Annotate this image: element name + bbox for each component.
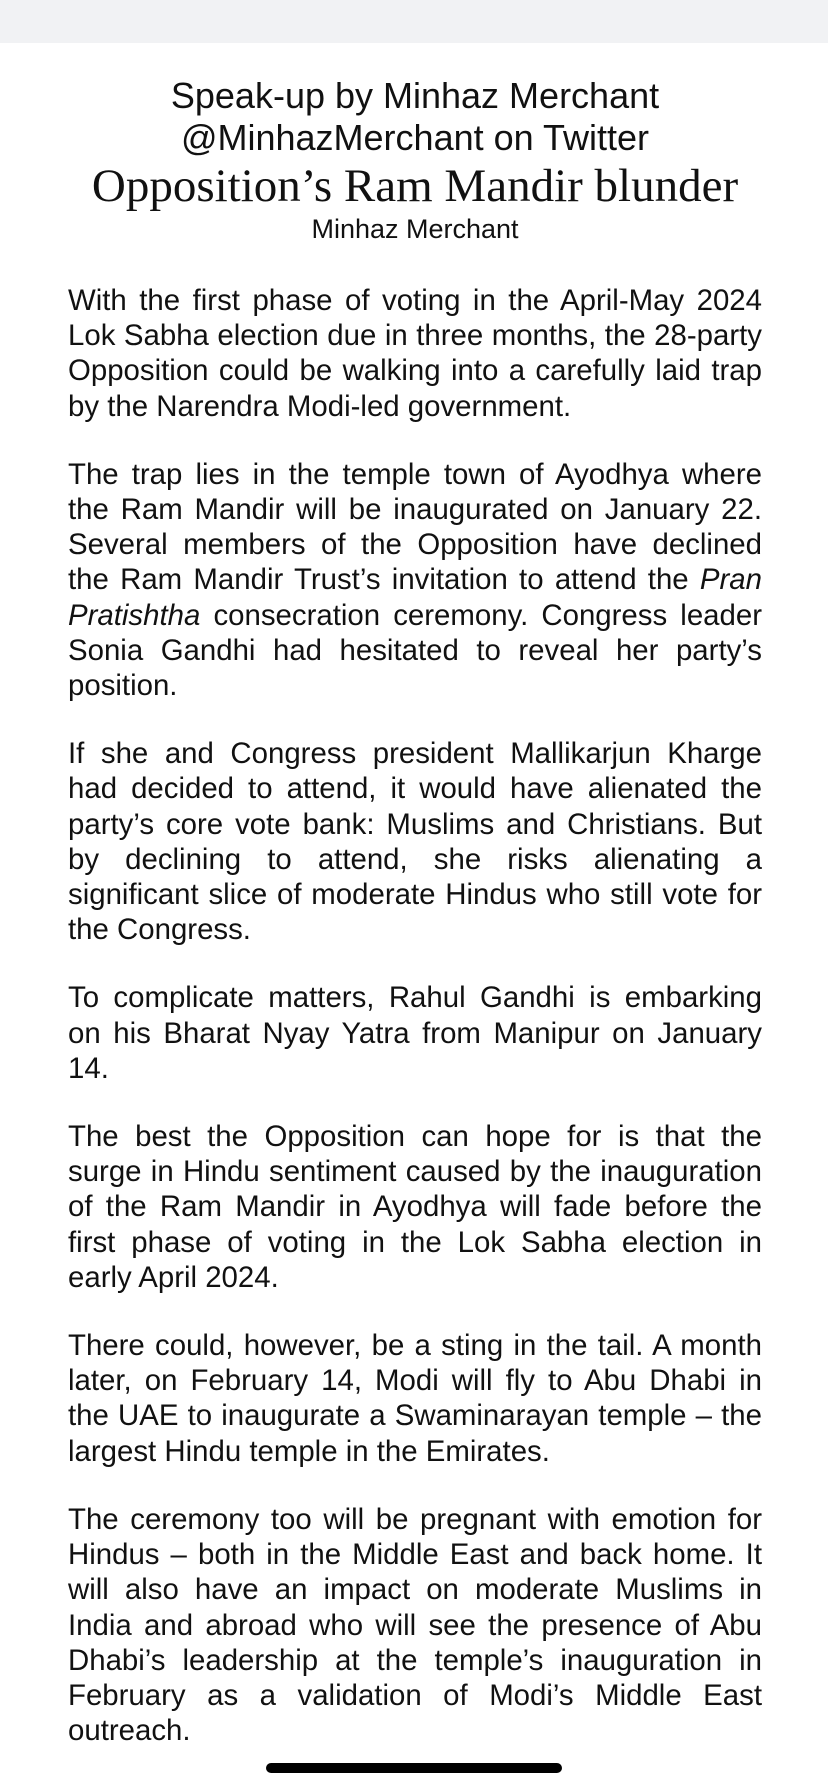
- paragraph-3: If she and Congress president Mallikarjun Kharge had decided to attend, it would have alienated the party’s core vote bank: Muslims and Christians. But by declining to attend, she risks alienating a significant slice of moderate Hindus who still vote for the Congress.: [68, 737, 762, 947]
- column-name: Speak-up by Minhaz Merchant: [170, 75, 660, 116]
- article-author: Minhaz Merchant: [311, 214, 519, 244]
- paragraph-7: The ceremony too will be pregnant with emotion for Hindus – both in the Middle East and back home. It will also have an impact on moderate Muslims in India and abroad who will see the presence of Abu Dhabi’s leadership at the temple’s inauguration in February as a validation of Modi’s Middle East outreach.: [68, 1502, 762, 1748]
- paragraph-2-start: The trap lies in the temple town of Ayodhya where the Ram Mandir will be inaugurated on January 22. Several members of the Opposition have declined the Ram Mandir Trust’s invitation to attend the: [68, 457, 762, 597]
- paragraph-2-end: consecration ceremony. Congress leader Sonia Gandhi had hesitated to reveal her party’s position.: [68, 598, 762, 703]
- paragraph-2-italic: Pran Pratishtha: [68, 563, 762, 632]
- home-indicator[interactable]: [266, 1763, 562, 1773]
- paragraph-2: [68, 457, 762, 703]
- paragraph-1: With the first phase of voting in the April-May 2024 Lok Sabha election due in three months, the 28-party Opposition could be walking into a carefully laid trap by the Narendra Modi-led government.: [68, 284, 762, 423]
- twitter-handle: @MinhazMerchant on Twitter: [180, 117, 650, 158]
- paragraph-4: To complicate matters, Rahul Gandhi is embarking on his Bharat Nyay Yatra from Manipur on January 14.: [68, 981, 762, 1085]
- article-title: Opposition’s Ram Mandir blunder: [91, 160, 739, 212]
- article-container: [68, 75, 762, 1781]
- paragraph-5: The best the Opposition can hope for is that the surge in Hindu sentiment caused by the inauguration of the Ram Mandir in Ayodhya will fade before the first phase of voting in the Lok Sabha election in early April 2024.: [68, 1120, 762, 1294]
- top-status-bar: [0, 0, 828, 43]
- paragraph-6: There could, however, be a sting in the tail. A month later, on February 14, Modi will fly to Abu Dhabi in the UAE to inaugurate a Swaminarayan temple – the largest Hindu temple in the Emirates.: [68, 1329, 762, 1468]
